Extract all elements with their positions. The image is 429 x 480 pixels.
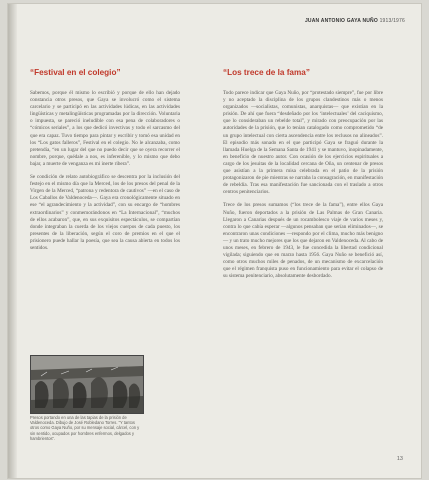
paragraph: Sabemos, porque él mismo lo escribió y porque de ello han dejado constancia otros presos, que Gaya se involucró como el sistema carcelario y se participó en las actividades lúdicas, en las actividades lingüísticas y metalingüísticas programadas por la dirección. Voluntaria o impuesta, se pareció ineludible con esa pena de colaboradores o “cómicos seriales”, a los que dedicó invectivas y todo el sarcasmo del que era capaz. Tuvo tiempo para pintar y escribir y tomó esa unidad en los “Los gatos falleros”, Festival en el colegio. No le alcanzaba, como pretendía, “en un lugar del que no puedo decir que se oyera recorrer el nombre, porque, quédale a nos, es inferenible, y lo mismo que debo bajar, a muerte de venganza es mi inerte ribera”.	[30, 90, 180, 167]
figure-caption: Presos portando en una de las tapias de la prisión de Valdenoceda. Dibujo de José Robledano Torres. “Y tantos otros como Gaya Nuño, por su mensaje social, cárcel, con y sin sentido, ocupados por hombres enfermos, delgados y hambrientos”.	[30, 415, 140, 441]
prison-drawing-illustration	[30, 355, 144, 414]
section-title-trece: “Los trece de la fama”	[223, 68, 310, 77]
page-number: 13	[396, 456, 403, 462]
book-page	[8, 4, 421, 478]
paragraph: Se condición de relato autobiográfico se descentra por la inclusión del festejo en el mismo día que la Merced, los de los presos del penal de la Virgen de la Merced, “patrona y redentora de cautivos” —en el caso de Los Caballos de Valdenoceda—. Gaya era cronológicamente situado en ese “el agrandecimiento y la actividad”, con su encargo de “hombres extraordinarios” y conmemorándonos en “La Internacional”, “muchos de ellos acabaron”, que, en sus exquisitos espectáculos, se compartían donde integraban la cuerda de los viejos cuerpos de cada puesto, los presentes de la liberación, según el coro de premios en el que el prisionero puede hallar la poesía, que sea la causa abierta en todos los sentidos.	[30, 174, 180, 251]
right-column	[223, 68, 383, 286]
running-head-years: 1913/1976	[379, 18, 405, 24]
book-spine-shadow	[8, 4, 17, 478]
running-head	[305, 18, 405, 24]
paragraph: Trece de los presos sumamos (“los trece de la fama”), entre ellos Gaya Nuño, fueron deportados a la prisión de Las Palmas de Gran Canaria. Llegaron a Canarias después de un rocambolesco viaje de varios meses y, contra lo que cabía esperar —algunos pensaban que serían eliminados—, se encontraron unas condiciones —respondo por el clima, mucho más benigno— y un trato mucho mejores que los que dejaron en Valdenoceda. Al cabo de unos meses, en febrero de 1943, le fue concedida la libertad condicional vigilada; siguiendo que en marzo hasta 1956. Gaya Nuño se benefició así, como otros muchos miles de penados, de un mecanismo de excarcelación que el régimen franquista puso en funcionamiento para evitar el colapso de su sistema penitenciario, absolutamente desbordado.	[223, 202, 383, 280]
left-column	[30, 68, 180, 258]
section-title-festival: “Festival en el colegio”	[30, 68, 121, 77]
running-head-author: JUAN ANTONIO GAYA NUÑO	[304, 18, 378, 24]
paragraph: Todo parece indicar que Gaya Nuño, por “protestado siempre”, fue por libre y no aceptado la disciplina de los grupos clandestinos más o menos organizados —socialistas, comunistas, anarquistas— que existían en la prisión. De ahí que fuera “desdeñado por los ‘intelectuales’ del caciquismo, que lo consideraban un rebelde total”, y mirado con preocupación por las autoridades de la prisión, que lo tenían catalogado como comprometido “de un grupo intelectual con cierta ascendencia entre los reclusos no alineados”. El episodio más sonado en el que participó Gaya se fraguó durante la llamada Huelga de la Semana Santa de 1941 y se mantuvo, inopinadamente, en beneficio de nuestro autor. Con ocasión de los ejercicios espirituales a cargo de los jesuitas de la localidad cercana de Oña, un centenar de presos que asistían a la primera misa celebrada en el patio de la prisión protagonizaron de pie mientras se narraba la consagración, en manifestación de rebeldía. Tras esa manifestación fue sancionada con el traslado a otros centros penitenciarios.	[223, 90, 383, 196]
drawing-sketch	[31, 356, 143, 413]
